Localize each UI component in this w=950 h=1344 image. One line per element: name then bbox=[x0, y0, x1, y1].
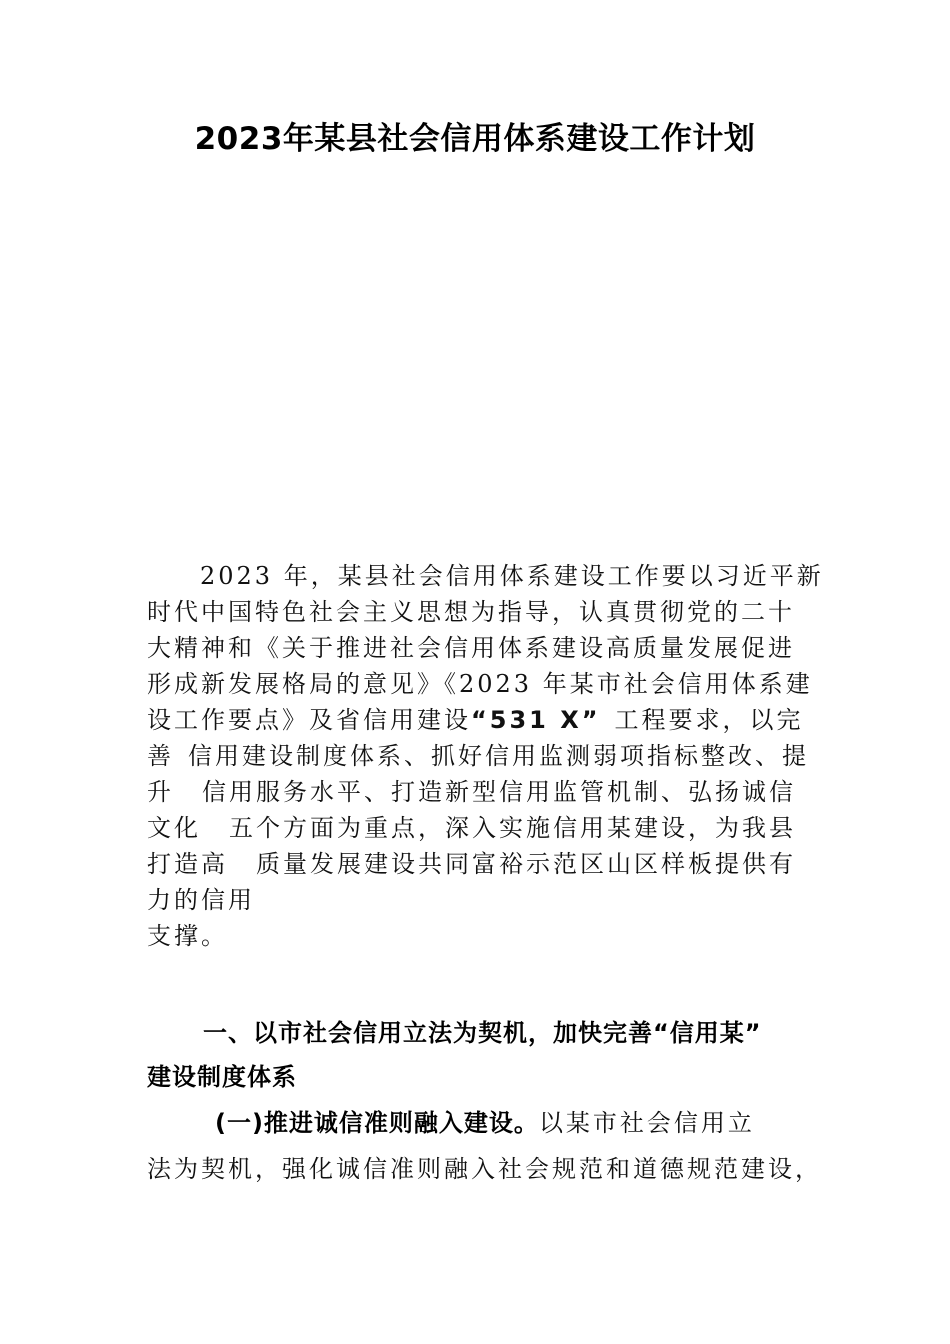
paragraph-line: 支撑。 bbox=[147, 922, 228, 950]
paragraph-line: 法为契机，强化诚信准则融入社会规范和道德规范建设， bbox=[147, 1155, 822, 1183]
paragraph-line bbox=[147, 846, 807, 882]
section-heading-line: 一、以市社会信用立法为契机，加快完善“信用某” bbox=[203, 1019, 762, 1047]
paragraph-text: 文化 bbox=[147, 814, 201, 842]
paragraph-text: 升 bbox=[147, 778, 174, 806]
paragraph-line bbox=[147, 810, 807, 846]
paragraph-text: 设工作要点》及省信用建设 bbox=[147, 706, 471, 734]
paragraph-text: 打造高 bbox=[147, 850, 228, 878]
paragraph-text: 信用建设制度体系、抓好信用监测弱项指标整改、提 bbox=[188, 742, 809, 770]
paragraph-line: 形成新发展格局的意见》《2023 年某市社会信用体系建 bbox=[147, 670, 813, 698]
paragraph-text: 信用服务水平、打造新型信用监管机制、弘扬诚信 bbox=[202, 778, 796, 806]
paragraph-line bbox=[147, 702, 807, 738]
paragraph-line: 大精神和《关于推进社会信用体系建设高质量发展促进 bbox=[147, 634, 795, 662]
paragraph-line bbox=[147, 738, 807, 774]
section-heading bbox=[147, 1011, 807, 1099]
paragraph-text: 质量发展建设共同富裕示范区山区样板提供有 bbox=[256, 850, 796, 878]
document-title: 2023年某县社会信用体系建设工作计划 bbox=[194, 121, 756, 157]
paragraph-text: 工程要求，以完 bbox=[614, 706, 804, 734]
paragraph-line: 力的信用 bbox=[147, 886, 255, 914]
paragraph-text: 五个方面为重点，深入实施信用某建设，为我县 bbox=[229, 814, 796, 842]
paragraph-line: 2023 年，某县社会信用体系建设工作要以习近平新 bbox=[200, 562, 824, 590]
paragraph-text: 以某市社会信用立 bbox=[538, 1109, 755, 1137]
project-name: “531 X” bbox=[471, 706, 601, 734]
paragraph-text: 善 bbox=[147, 742, 174, 770]
intro-paragraph bbox=[147, 558, 824, 954]
section-heading-line: 建设制度体系 bbox=[147, 1063, 297, 1091]
paragraph-line: 时代中国特色社会主义思想为指导，认真贯彻党的二十 bbox=[147, 598, 795, 626]
paragraph-line bbox=[147, 774, 807, 810]
subsection-paragraph bbox=[147, 1100, 827, 1192]
subsection-heading: (一)推进诚信准则融入建设。 bbox=[215, 1109, 539, 1137]
paragraph-line bbox=[147, 1100, 827, 1146]
